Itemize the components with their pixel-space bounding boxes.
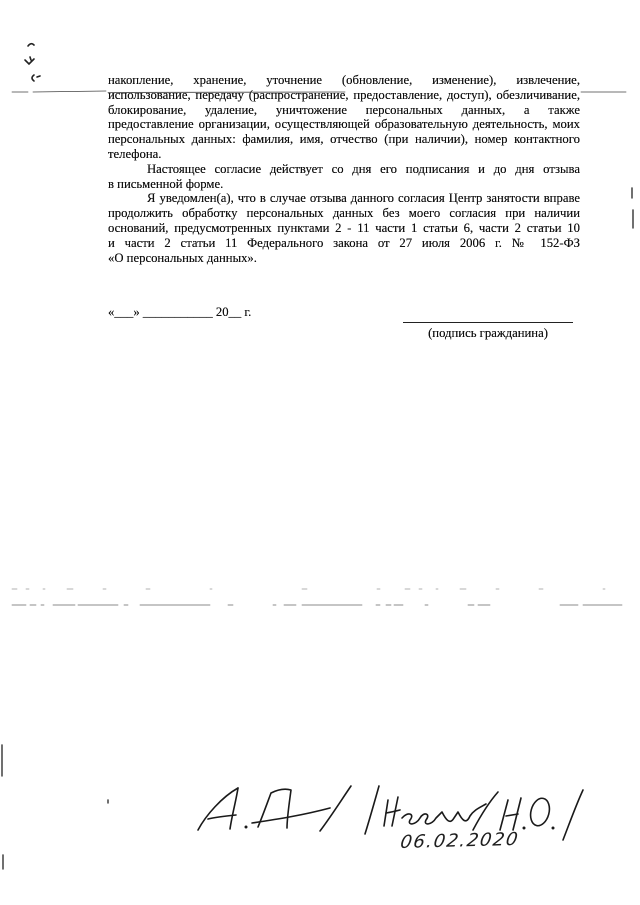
signature-line xyxy=(403,322,573,323)
signature-surname xyxy=(384,792,498,830)
paragraph-line: «О персональных данных». xyxy=(108,250,257,265)
paragraph-line: накопление, хранение, уточнение (обновление, изменение), извлечение, xyxy=(108,73,580,87)
paragraph-line: продолжить обработку персональных данных без моего согласия при наличии xyxy=(108,206,580,221)
paragraph-line: телефона. xyxy=(108,146,162,161)
scan-line-middle xyxy=(12,589,622,605)
handwritten-date: 06.02.2020 xyxy=(398,828,521,853)
paragraph-line: оснований, предусмотренных пунктами 2 - 11 части 1 статьи 6, части 2 статьи 10 xyxy=(108,220,580,235)
signature-initials xyxy=(198,786,351,831)
signature-initials-right xyxy=(500,796,555,830)
paragraph-line: и части 2 статьи 11 Федерального закона от 27 июля 2006 г. № 152-ФЗ xyxy=(108,235,580,250)
paragraph-line: Я уведомлен(а), что в случае отзыва данного согласия Центр занятости вправе xyxy=(147,191,580,206)
signature-slash-right xyxy=(563,790,583,840)
paragraph-line: использование, передачу (распространение, предоставление, доступ), обезличивание, xyxy=(108,87,580,102)
margin-marks xyxy=(25,44,40,81)
paragraph-line: в письменной форме. xyxy=(108,176,224,191)
paragraph-line: предоставление организации, осуществляющей образовательную деятельность, моих xyxy=(108,117,580,132)
date-field: «___» ___________ 20__ г. xyxy=(108,305,252,319)
consent-text xyxy=(108,73,580,265)
paragraph-line: Настоящее согласие действует со дня его подписания и до дня отзыва xyxy=(147,161,580,176)
paragraph-line: персональных данных: фамилия, имя, отчество (при наличии), номер контактного xyxy=(108,132,580,147)
paragraph-processing-consent xyxy=(108,73,580,162)
paragraph-line: блокирование, удаление, уничтожение персональных данных, а также xyxy=(108,102,580,117)
signature-caption: (подпись гражданина) xyxy=(428,326,548,340)
paragraph-validity xyxy=(108,162,580,192)
edge-marks xyxy=(2,188,633,869)
paragraph-withdrawal-notice xyxy=(108,191,580,265)
signature-slash-left xyxy=(365,786,379,834)
